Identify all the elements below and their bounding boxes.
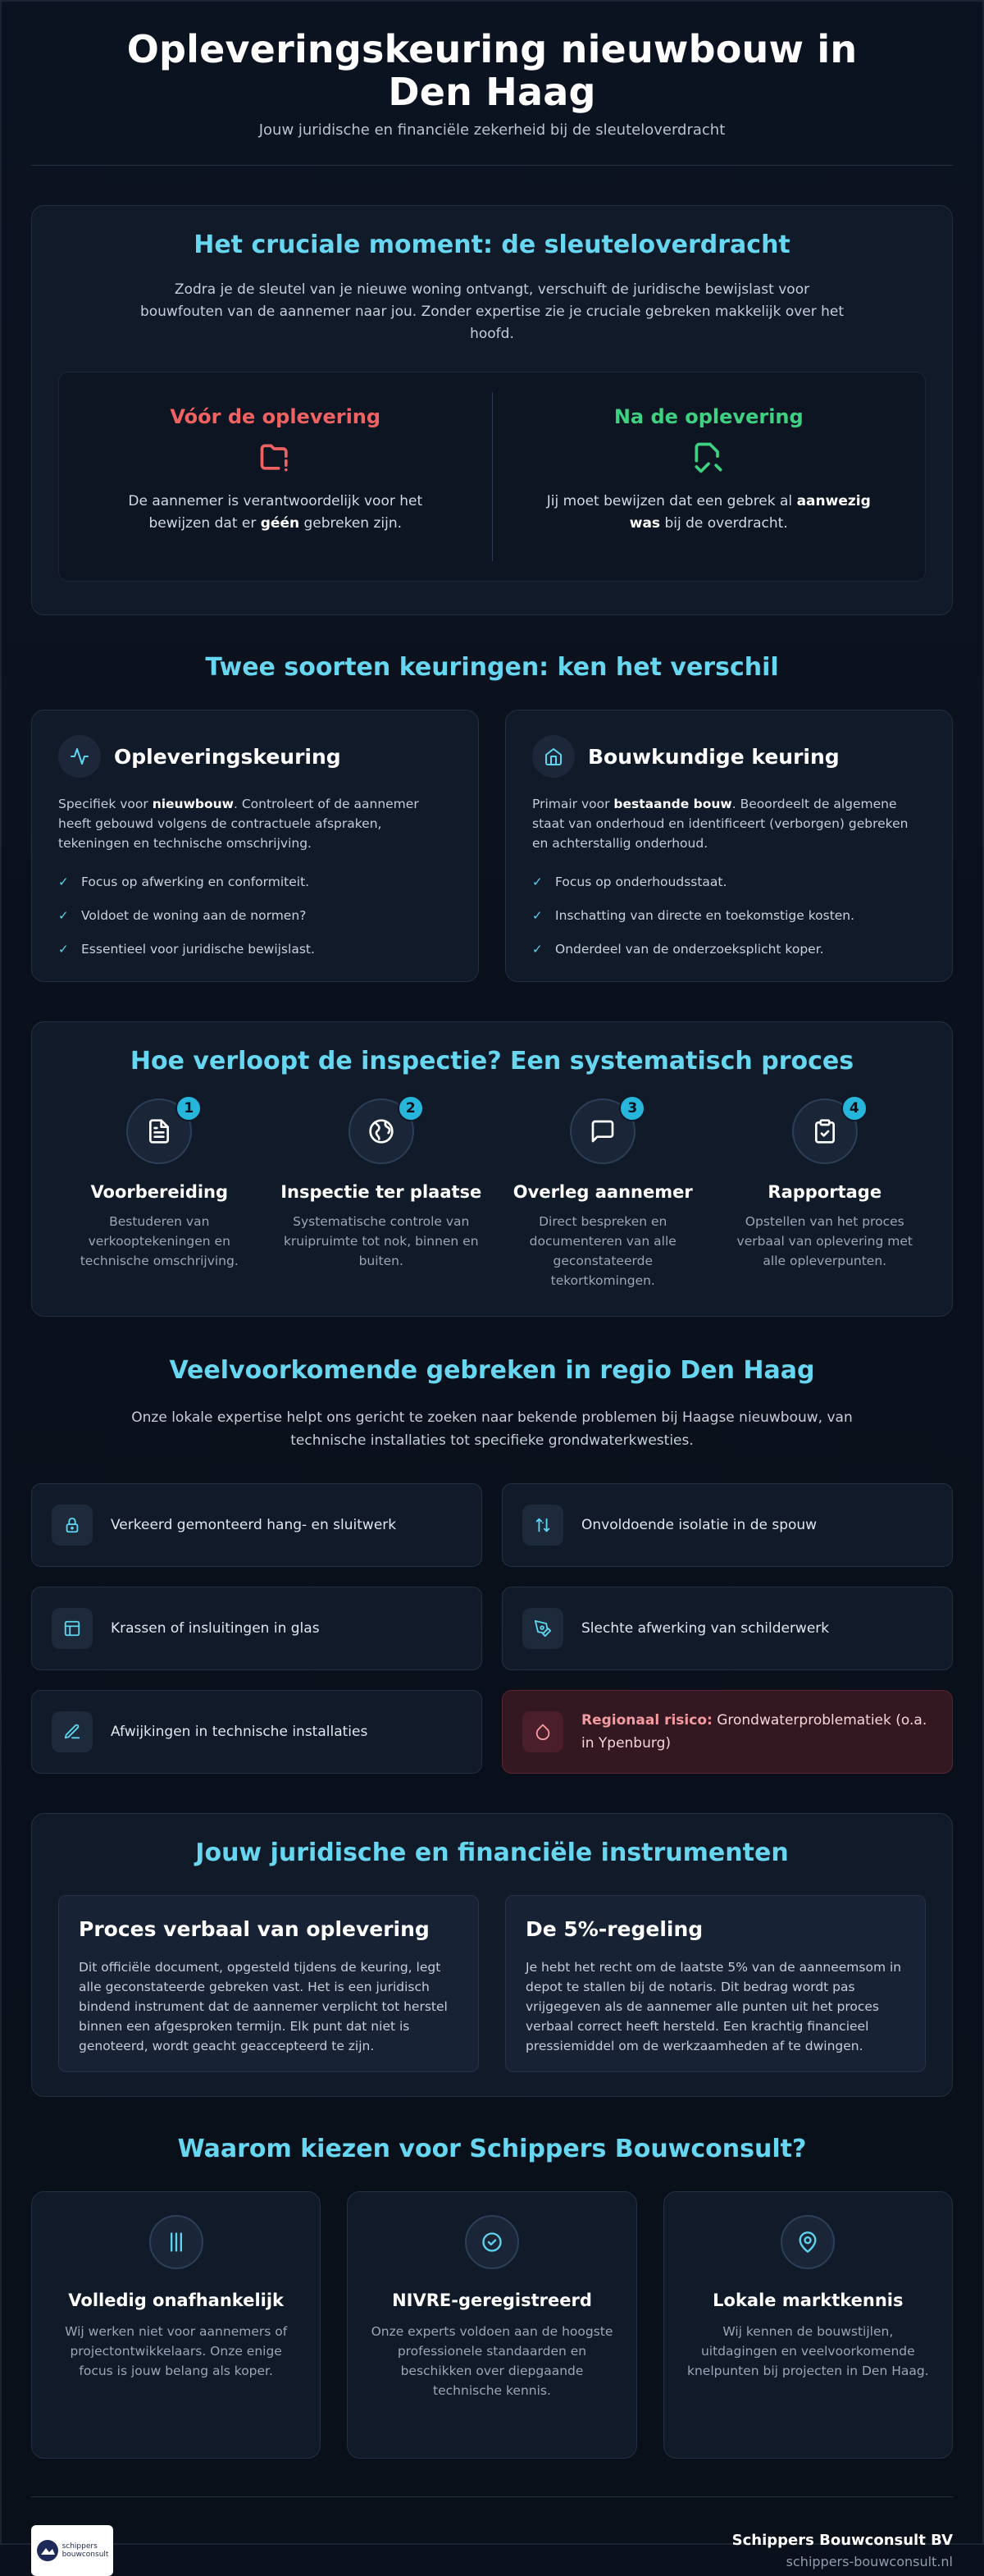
- reason-title: NIVRE-geregistreerd: [392, 2291, 592, 2310]
- defect-text: Afwijkingen in technische installaties: [111, 1724, 368, 1740]
- step-number-badge: 3: [619, 1095, 645, 1121]
- instrument-title: Proces verbaal van oplevering: [79, 1917, 430, 1941]
- instrument-card: [505, 1895, 926, 2072]
- process-steps: [48, 1098, 936, 1290]
- before-delivery: [59, 372, 492, 581]
- defects-grid: [31, 1483, 953, 1774]
- step-description: Bestuderen van verkooptekeningen en technische omschrijving.: [80, 1214, 239, 1268]
- list-item: ✓ Onderdeel van de onderzoeksplicht koper.: [532, 941, 824, 957]
- inspection-types: [31, 710, 953, 982]
- list-item: ✓ Voldoet de woning aan de normen?: [58, 907, 307, 923]
- check-icon: ✓: [532, 874, 543, 889]
- instruments-title: Jouw juridische en financiële instrumenten: [195, 1838, 789, 1867]
- file-check-icon: [493, 440, 926, 476]
- folder-alert-icon: [59, 440, 492, 476]
- header-divider: [31, 165, 953, 166]
- window-icon: [52, 1608, 93, 1649]
- after-delivery-text: Jij moet bewijzen dat een gebrek al aanwezig was bij de overdracht.: [546, 493, 871, 532]
- page-subtitle: Jouw juridische en financiële zekerheid bij de sleuteloverdracht: [258, 121, 726, 139]
- step-title: Voorbereiding: [90, 1182, 229, 1202]
- process-title: Hoe verloopt de inspectie? Een systematisch proces: [130, 1047, 854, 1076]
- defects-title: Veelvoorkomende gebreken in regio Den Haag: [169, 1356, 815, 1385]
- check-icon: ✓: [532, 941, 543, 957]
- defect-text: Onvoldoende isolatie in de spouw: [581, 1517, 818, 1533]
- key-moment-intro: Zodra je de sleutel van je nieuwe woning ontvangt, verschuift de juridische bewijslast voor bouwfouten van de aannemer naar jou. Zonder expertise zie je cruciale gebreken makkelijk over het hoofd.: [139, 281, 845, 342]
- company-name: Schippers Bouwconsult BV: [731, 2532, 953, 2549]
- instrument-card: [58, 1895, 479, 2072]
- inspection-type-title: Bouwkundige keuring: [588, 744, 840, 769]
- map-pin-icon: [781, 2215, 835, 2269]
- droplet-icon: [522, 1711, 563, 1752]
- reason-text: Onze experts voldoen aan de hoogste professionele standaarden en beschikken over diepgaande technische kennis.: [371, 2324, 613, 2398]
- key-moment-title: Het cruciale moment: de sleuteloverdracht: [194, 231, 790, 259]
- page-footer: [31, 2525, 953, 2576]
- instrument-text: Dit officiële document, opgesteld tijdens de keuring, legt alle geconstateerde gebreken vast. Het is een juridisch bindend instrument dat de aannemer verplicht tot herstel binnen een afgesproken termijn. Elk punt dat niet is genoteerd, wordt geacht geaccepteerd te zijn.: [79, 1960, 448, 2053]
- before-delivery-text: De aannemer is verantwoordelijk voor het bewijzen dat er géén gebreken zijn.: [128, 493, 423, 532]
- reason-card: [663, 2191, 953, 2459]
- regional-risk-text: Regionaal risico: Grondwaterproblematiek (o.a. in Ypenburg): [581, 1712, 927, 1752]
- columns-icon: [149, 2215, 203, 2269]
- defect-item: [502, 1483, 953, 1567]
- defect-text: Krassen of insluitingen in glas: [111, 1620, 320, 1637]
- defects-intro: Onze lokale expertise helpt ons gericht te zoeken naar bekende problemen bij Haagse nieuwbouw, van technische installaties tot specifieke grondwaterkwesties.: [131, 1409, 853, 1449]
- step-title: Rapportage: [768, 1182, 882, 1202]
- burden-comparison: [58, 372, 926, 582]
- inspection-type-card: [505, 710, 953, 982]
- inspection-type-checklist: [532, 865, 926, 966]
- defect-item: [31, 1483, 482, 1567]
- process-step: [271, 1098, 493, 1290]
- reason-card: [31, 2191, 321, 2459]
- defect-item: [31, 1690, 482, 1774]
- process-section: [31, 1021, 953, 1317]
- why-us-title: Waarom kiezen voor Schippers Bouwconsult?: [177, 2135, 807, 2163]
- defect-item: [31, 1587, 482, 1670]
- after-delivery-title: Na de oplevering: [613, 405, 804, 428]
- check-icon: ✓: [58, 874, 69, 889]
- company-logo: [31, 2525, 113, 2576]
- check-icon: ✓: [532, 907, 543, 923]
- sort-arrows-icon: [522, 1505, 563, 1546]
- paint-brush-icon: [522, 1608, 563, 1649]
- inspection-type-title: Opleveringskeuring: [114, 744, 341, 769]
- step-description: Direct bespreken en documenteren van alle geconstateerde tekortkomingen.: [529, 1214, 676, 1288]
- list-item: ✓ Inschatting van directe en toekomstige kosten.: [532, 907, 855, 923]
- step-title: Inspectie ter plaatse: [280, 1182, 482, 1202]
- list-item: ✓ Focus op afwerking en conformiteit.: [58, 874, 310, 889]
- step-description: Opstellen van het proces verbaal van oplevering met alle opleverpunten.: [736, 1214, 913, 1268]
- logo-text-line: bouwconsult: [61, 2551, 109, 2559]
- process-step: [714, 1098, 936, 1290]
- page-header: [31, 2, 953, 139]
- check-circle-icon: [465, 2215, 519, 2269]
- inspection-type-description: Primair voor bestaande bouw. Beoordeelt de algemene staat van onderhoud en identificeert (verborgen) gebreken en achterstallig onderhoud.: [532, 797, 909, 851]
- company-website-link[interactable]: schippers-bouwconsult.nl: [786, 2554, 953, 2569]
- list-item: ✓ Essentieel voor juridische bewijslast.: [58, 941, 315, 957]
- inspection-types-title: Twee soorten keuringen: ken het verschil: [205, 653, 779, 682]
- defect-text: Slechte afwerking van schilderwerk: [581, 1620, 830, 1637]
- instruments-section: [31, 1813, 953, 2097]
- activity-icon: [58, 735, 101, 778]
- logo-mark-icon: [36, 2539, 59, 2562]
- before-delivery-title: Vóór de oplevering: [170, 405, 381, 428]
- pencil-icon: [52, 1711, 93, 1752]
- logo-text-line: schippers: [61, 2542, 98, 2551]
- page-title: Opleveringskeuring nieuwbouw in Den Haag: [126, 27, 858, 114]
- footer-divider: [31, 2496, 953, 2497]
- reason-card: [347, 2191, 636, 2459]
- instrument-text: Je hebt het recht om de laatste 5% van de aanneemsom in depot te stallen bij de notaris. Dit bedrag wordt pas vrijgegeven als de aannemer alle punten uit het proces verbaal correct heeft hersteld. Een krachtig financieel pressiemiddel om de werkzaamheden af te dwingen.: [526, 1960, 902, 2053]
- list-item: ✓ Focus op onderhoudsstaat.: [532, 874, 727, 889]
- instruments-list: [58, 1895, 926, 2072]
- inspection-type-description: Specifiek voor nieuwbouw. Controleert of de aannemer heeft gebouwd volgens de contractuele afspraken, tekeningen en technische omschrijving.: [58, 797, 419, 851]
- process-step: [48, 1098, 271, 1290]
- defect-text: Verkeerd gemonteerd hang- en sluitwerk: [111, 1517, 397, 1533]
- reason-title: Lokale marktkennis: [713, 2291, 904, 2310]
- regional-risk-label: Regionaal risico:: [581, 1712, 713, 1729]
- process-step: [492, 1098, 714, 1290]
- regional-risk-item: [502, 1690, 953, 1774]
- step-description: Systematische controle van kruipruimte tot nok, binnen en buiten.: [283, 1214, 479, 1268]
- inspection-type-checklist: [58, 865, 452, 966]
- inspection-type-card: [31, 710, 479, 982]
- reason-title: Volledig onafhankelijk: [68, 2291, 285, 2310]
- step-title: Overleg aannemer: [512, 1182, 693, 1202]
- lock-icon: [52, 1505, 93, 1546]
- after-delivery: [493, 372, 926, 581]
- why-us-list: [31, 2191, 953, 2459]
- home-icon: [532, 735, 575, 778]
- defect-item: [502, 1587, 953, 1670]
- key-moment-section: [31, 205, 953, 615]
- check-icon: ✓: [58, 907, 69, 923]
- step-number-badge: 2: [398, 1095, 424, 1121]
- reason-text: Wij kennen de bouwstijlen, uitdagingen en veelvoorkomende knelpunten bij projecten in Den Haag.: [686, 2324, 929, 2378]
- step-number-badge: 4: [841, 1095, 868, 1121]
- check-icon: ✓: [58, 941, 69, 957]
- instrument-title: De 5%-regeling: [526, 1917, 704, 1941]
- step-number-badge: 1: [175, 1095, 202, 1121]
- reason-text: Wij werken niet voor aannemers of projectontwikkelaars. Onze enige focus is jouw belang als koper.: [65, 2324, 288, 2378]
